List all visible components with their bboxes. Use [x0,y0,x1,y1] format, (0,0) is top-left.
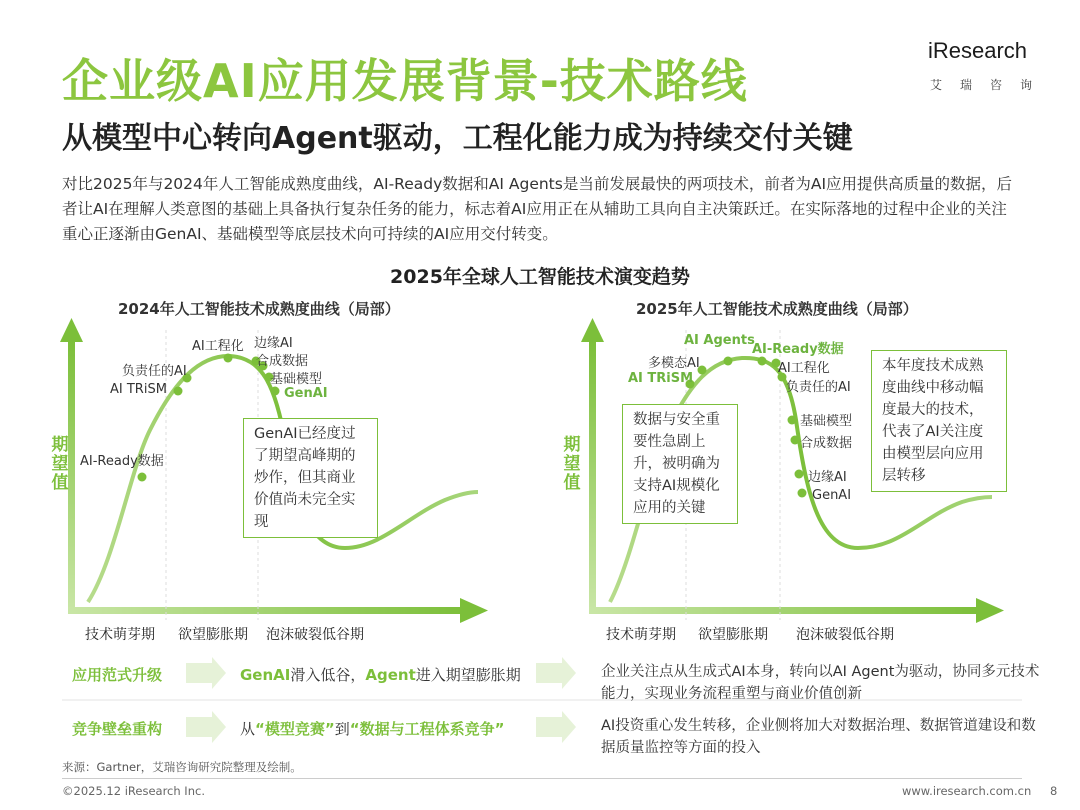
row1-arrow-right [536,657,576,689]
left-x-axis [68,598,488,623]
row1-text-b: 进入期望膨胀期 [415,666,521,684]
left-label-edge: 边缘AI [254,336,293,351]
left-label-engineering: AI工程化 [192,339,244,354]
page-subtitle: 从模型中心转向Agent驱动，工程化能力成为持续交付关键 [62,121,853,156]
row2-text [240,718,504,739]
left-y-label: 期望值 [51,435,69,493]
right-chart-title: 2025年人工智能技术成熟度曲线（局部） [636,300,918,318]
row1-text-a: 滑入低谷， [290,666,366,684]
right-note-right-box: 本年度技术成熟度曲线中移动幅度最大的技术，代表了AI关注度由模型层向应用层转移 [871,350,1007,492]
logo-brand: iResearch [928,38,1028,63]
left-label-ai-ready: AI-Ready数据 [80,454,164,469]
row1-genai: GenAI [240,666,291,684]
left-label-trism: AI TRiSM [110,382,167,397]
copyright: ©2025.12 iResearch Inc. [62,784,205,798]
right-dot-genai [798,489,807,498]
row2-text-a: 从 [240,720,256,738]
left-phase-1: 技术萌芽期 [85,627,155,643]
main-chart-title: 2025年全球人工智能技术演变趋势 [390,266,690,288]
row2-text-b: 到 [334,720,350,738]
left-label-responsible: 负责任的AI [122,364,187,379]
footer-divider [62,778,1022,779]
row1-agent: Agent [365,666,416,684]
logo-sub: 艾瑞咨询 [930,78,1051,92]
right-dot-synthetic [791,436,800,445]
source-note: 来源：Gartner，艾瑞咨询研究院整理及绘制。 [62,760,302,774]
intro-paragraph: 对比2025年与2024年人工智能成熟度曲线，AI-Ready数据和AI Agents是当前发展最快的两项技术，前者为AI应用提供高质量的数据，后者让AI在理解人类意图的基础上具备执行复杂任务的能力，标志着AI应用正在从辅助工具向自主决策跃迁。在实际落地的过程中企业的关注重心正逐渐由GenAI、基础模型等底层技术向可持续的AI应用交付转变。 [62,175,1013,243]
left-dot-ai-ready [138,473,147,482]
row1-label: 应用范式升级 [72,666,163,684]
row2-label: 竞争壁垒重构 [72,720,163,738]
left-label-genai: GenAI [284,386,328,401]
left-chart-title: 2024年人工智能技术成熟度曲线（局部） [118,300,400,318]
row2-arrow-right [536,711,576,743]
right-label-trism: AI TRiSM [628,371,694,386]
right-dot-edge [795,470,804,479]
left-phase-3: 泡沫破裂低谷期 [266,627,364,643]
page-number: 8 [1050,784,1058,798]
right-label-responsible: 负责任的AI [786,380,851,395]
right-label-edge: 边缘AI [808,470,847,485]
right-note-left-box: 数据与安全重要性急剧上升，被明确为支持AI规模化应用的关键 [622,404,738,524]
right-label-agents: AI Agents [684,333,755,348]
row1-arrow-left [186,657,226,689]
left-label-foundation: 基础模型 [270,372,323,387]
row2-model-race: “模型竞赛” [255,720,335,738]
right-label-multimodal: 多模态AI [648,356,700,371]
row1-text [240,664,521,685]
right-dot-ai-ready [758,357,767,366]
left-phase-2: 欲望膨胀期 [178,627,248,643]
right-label-synthetic: 合成数据 [800,436,853,451]
right-label-engineering: AI工程化 [778,361,830,376]
right-label-ai-ready: AI-Ready数据 [752,342,844,357]
right-y-axis [581,318,604,612]
left-dot-engineering [224,354,233,363]
right-dot-agents [724,357,733,366]
right-x-axis [589,598,1004,623]
row1-right-text: 企业关注点从生成式AI本身，转向以AI Agent为驱动，协同多元技术能力，实现业务流程重塑与商业价值创新 [601,664,1040,702]
right-dot-foundation [788,416,797,425]
website-link[interactable]: www.iresearch.com.cn [902,784,1032,798]
left-dot-genai [271,387,280,396]
right-phase-1: 技术萌芽期 [606,627,676,643]
right-phase-2: 欲望膨胀期 [698,627,768,643]
right-label-genai: GenAI [812,488,852,503]
right-y-label: 期望值 [563,435,581,493]
right-phase-3: 泡沫破裂低谷期 [796,627,894,643]
left-note-box: GenAI已经度过了期望高峰期的炒作，但其商业价值尚未完全实现 [243,418,378,538]
page-title: 企业级AI应用发展背景-技术路线 [62,54,748,108]
right-label-foundation: 基础模型 [800,414,853,429]
left-dot-trism [174,387,183,396]
row2-arrow-left [186,711,226,743]
row2-data-race: “数据与工程体系竞争” [349,720,505,738]
row2-right-text: AI投资重心发生转移，企业侧将加大对数据治理、数据管道建设和数据质量监控等方面的投入 [601,718,1036,756]
left-label-synthetic: 合成数据 [256,354,309,369]
